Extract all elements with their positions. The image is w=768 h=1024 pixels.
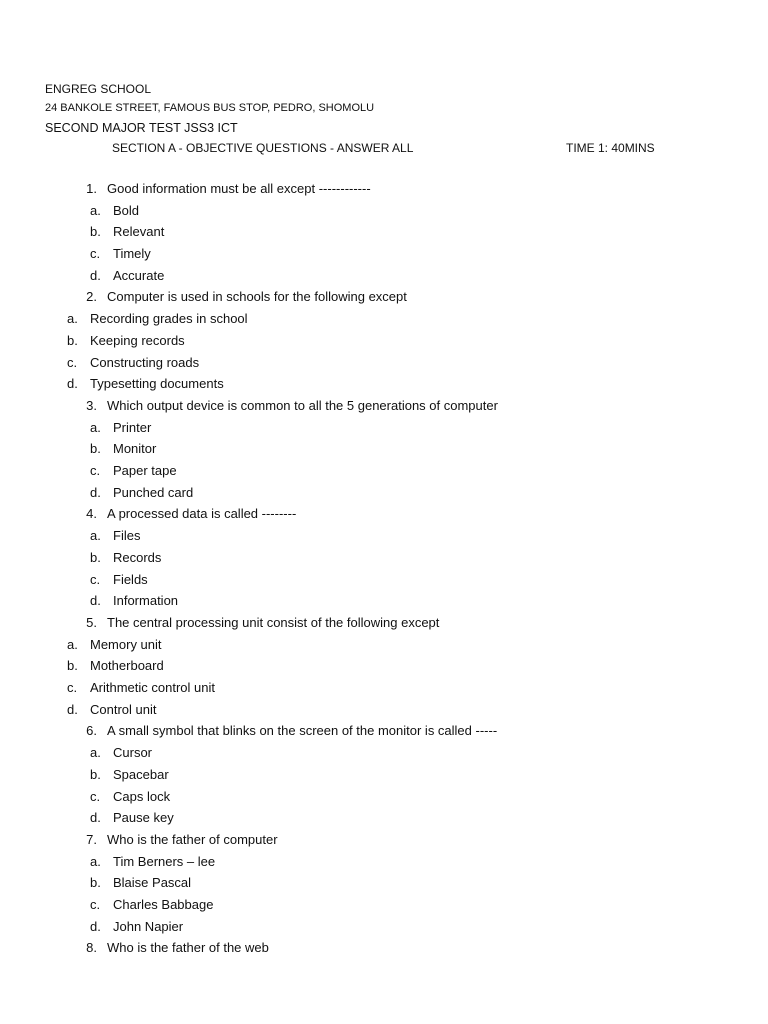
question-7 xyxy=(84,830,278,850)
option-text: Control unit xyxy=(90,702,157,717)
option-letter: c. xyxy=(90,789,101,804)
question-number: 5. xyxy=(86,615,97,630)
question-text: Good information must be all except ------------ xyxy=(107,181,371,196)
option-5d xyxy=(67,700,157,720)
option-text: Cursor xyxy=(113,745,153,760)
question-3 xyxy=(84,396,498,416)
option-6c xyxy=(90,787,171,807)
option-2b xyxy=(67,331,185,351)
option-3d xyxy=(90,483,194,503)
option-text: Accurate xyxy=(113,268,165,283)
option-3c xyxy=(90,461,177,481)
option-text: Monitor xyxy=(113,441,157,456)
school-name: ENGREG SCHOOL xyxy=(45,82,152,96)
option-text: Arithmetic control unit xyxy=(90,680,215,695)
option-letter: b. xyxy=(90,441,101,456)
option-letter: a. xyxy=(90,420,101,435)
question-text: A small symbol that blinks on the screen of the monitor is called ----- xyxy=(107,723,498,738)
question-number: 6. xyxy=(86,723,97,738)
option-letter: d. xyxy=(90,485,101,500)
question-number: 3. xyxy=(86,398,97,413)
option-1c xyxy=(90,244,151,264)
option-text: Fields xyxy=(113,572,148,587)
option-letter: d. xyxy=(90,919,101,934)
option-letter: c. xyxy=(67,680,78,695)
question-4 xyxy=(84,504,297,524)
option-text: Printer xyxy=(113,420,152,435)
option-text: Keeping records xyxy=(90,333,185,348)
option-letter: b. xyxy=(67,658,78,673)
test-title: SECOND MAJOR TEST JSS3 ICT xyxy=(45,121,238,135)
question-text: Which output device is common to all the 5 generations of computer xyxy=(107,398,498,413)
question-text: Computer is used in schools for the following except xyxy=(107,289,407,304)
option-2a xyxy=(67,309,248,329)
option-letter: a. xyxy=(67,637,78,652)
option-7b xyxy=(90,873,192,893)
option-4d xyxy=(90,591,179,611)
question-number: 8. xyxy=(86,940,97,955)
option-6b xyxy=(90,765,169,785)
option-text: Spacebar xyxy=(113,767,169,782)
option-3b xyxy=(90,439,157,459)
option-letter: b. xyxy=(90,875,101,890)
option-text: Records xyxy=(113,550,162,565)
option-text: Timely xyxy=(113,246,151,261)
option-letter: a. xyxy=(90,203,101,218)
option-text: John Napier xyxy=(113,919,184,934)
option-5b xyxy=(67,656,164,676)
option-text: Relevant xyxy=(113,224,165,239)
option-6a xyxy=(90,743,153,763)
time-allowed: TIME 1: 40MINS xyxy=(566,141,655,155)
question-text: Who is the father of the web xyxy=(107,940,269,955)
option-text: Punched card xyxy=(113,485,194,500)
question-5 xyxy=(84,613,440,633)
option-letter: a. xyxy=(90,854,101,869)
option-letter: c. xyxy=(90,572,101,587)
option-text: Blaise Pascal xyxy=(113,875,192,890)
question-text: The central processing unit consist of the following except xyxy=(107,615,440,630)
option-letter: d. xyxy=(67,702,78,717)
option-text: Constructing roads xyxy=(90,355,200,370)
option-text: Files xyxy=(113,528,141,543)
option-text: Bold xyxy=(113,203,140,218)
question-2 xyxy=(84,287,407,307)
question-8 xyxy=(84,938,269,958)
option-letter: c. xyxy=(90,246,101,261)
option-letter: b. xyxy=(67,333,78,348)
option-letter: a. xyxy=(90,528,101,543)
option-4a xyxy=(90,526,141,546)
option-letter: d. xyxy=(90,593,101,608)
option-7d xyxy=(90,917,184,937)
option-letter: c. xyxy=(90,463,101,478)
option-text: Caps lock xyxy=(113,789,171,804)
option-3a xyxy=(90,418,152,438)
option-letter: c. xyxy=(90,897,101,912)
option-letter: b. xyxy=(90,224,101,239)
question-number: 7. xyxy=(86,832,97,847)
option-1b xyxy=(90,222,165,242)
option-text: Memory unit xyxy=(90,637,162,652)
option-1a xyxy=(90,201,140,221)
option-letter: b. xyxy=(90,550,101,565)
option-text: Paper tape xyxy=(113,463,177,478)
option-5a xyxy=(67,635,162,655)
option-2c xyxy=(67,353,200,373)
question-text: A processed data is called -------- xyxy=(107,506,297,521)
option-letter: b. xyxy=(90,767,101,782)
option-text: Charles Babbage xyxy=(113,897,214,912)
question-number: 1. xyxy=(86,181,97,196)
question-text: Who is the father of computer xyxy=(107,832,278,847)
option-letter: d. xyxy=(67,376,78,391)
question-number: 2. xyxy=(86,289,97,304)
option-7c xyxy=(90,895,214,915)
option-4c xyxy=(90,570,148,590)
option-letter: a. xyxy=(67,311,78,326)
option-2d xyxy=(67,374,224,394)
option-1d xyxy=(90,266,165,286)
option-text: Tim Berners – lee xyxy=(113,854,216,869)
option-text: Motherboard xyxy=(90,658,164,673)
option-7a xyxy=(90,852,216,872)
option-letter: c. xyxy=(67,355,78,370)
option-letter: a. xyxy=(90,745,101,760)
option-5c xyxy=(67,678,215,698)
question-number: 4. xyxy=(86,506,97,521)
option-text: Recording grades in school xyxy=(90,311,248,326)
option-text: Information xyxy=(113,593,179,608)
question-1 xyxy=(84,179,371,199)
option-text: Pause key xyxy=(113,810,174,825)
option-letter: d. xyxy=(90,268,101,283)
option-text: Typesetting documents xyxy=(90,376,224,391)
section-heading: SECTION A - OBJECTIVE QUESTIONS - ANSWER ALL xyxy=(112,141,414,155)
option-letter: d. xyxy=(90,810,101,825)
school-address: 24 BANKOLE STREET, FAMOUS BUS STOP, PEDRO, SHOMOLU xyxy=(45,102,375,114)
option-6d xyxy=(90,808,174,828)
option-4b xyxy=(90,548,162,568)
question-6 xyxy=(84,721,498,741)
